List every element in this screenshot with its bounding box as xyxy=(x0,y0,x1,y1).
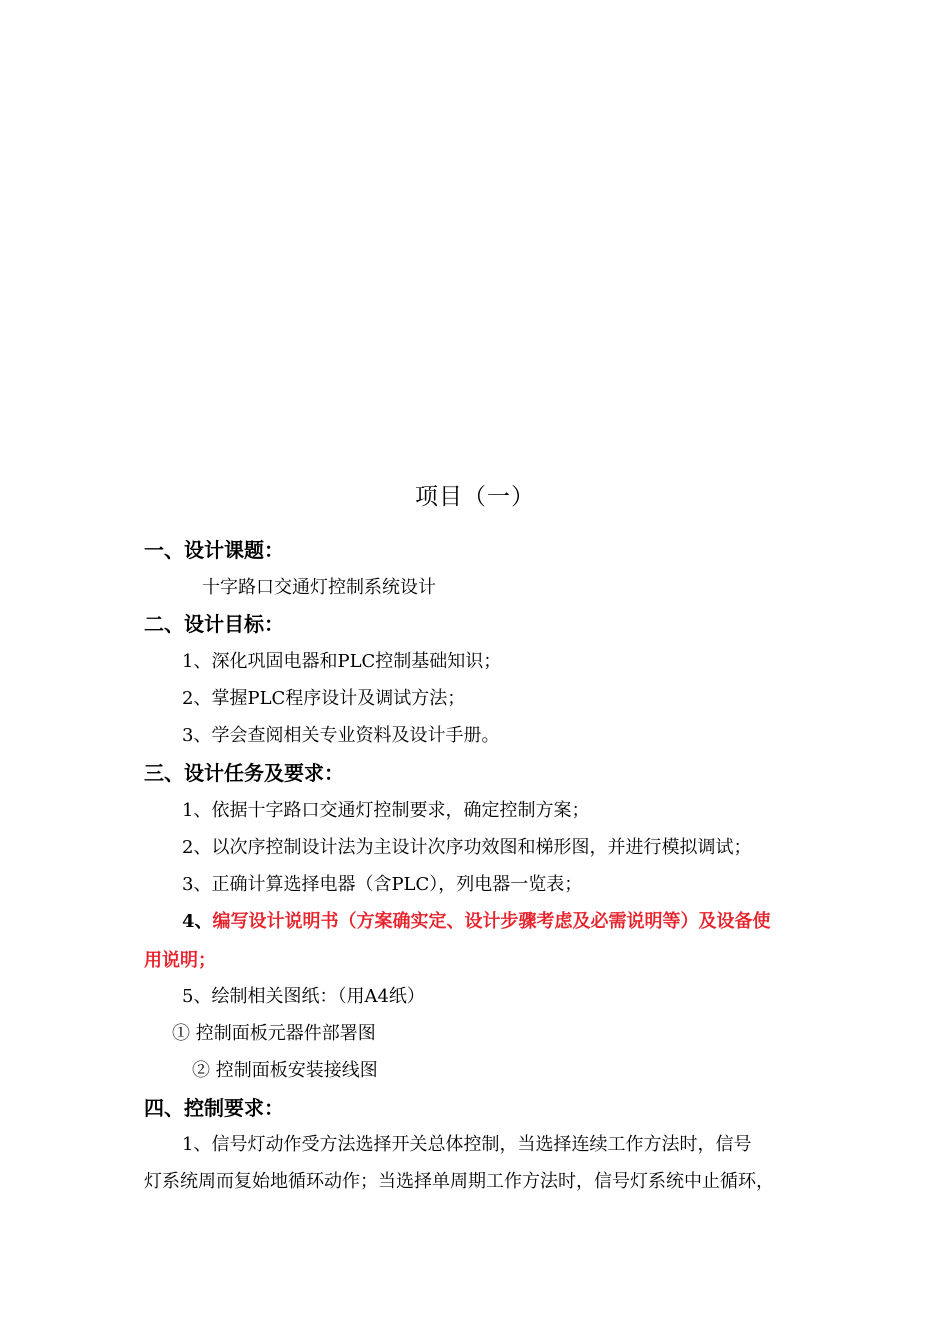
section-4-line-1: 1、信号灯动作受方法选择开关总体控制，当选择连续工作方法时，信号 xyxy=(182,1134,752,1155)
section-1-heading: 一、设计课题： xyxy=(144,538,284,562)
section-2-item-3: 3、学会查阅相关专业资料及设计手册。 xyxy=(182,725,500,746)
section-3-heading: 三、设计任务及要求： xyxy=(144,761,344,785)
section-4-line-2: 灯系统周而复始地循环动作；当选择单周期工作方法时，信号灯系统中止循环， xyxy=(144,1171,774,1192)
section-1-body: 十字路口交通灯控制系统设计 xyxy=(202,577,436,598)
section-3-item-2: 2、以次序控制设计法为主设计次序功效图和梯形图，并进行模拟调试； xyxy=(182,837,752,858)
section-2-item-1: 1、深化巩固电器和PLC控制基础知识； xyxy=(182,651,502,672)
section-2-heading: 二、设计目标： xyxy=(144,612,284,636)
section-3-item-4-number: 4、 xyxy=(182,911,213,932)
section-3-sub-item-1: ① 控制面板元器件部署图 xyxy=(172,1023,376,1044)
section-3-item-4-continued: 用说明； xyxy=(144,950,216,971)
section-3-item-4-text: 编写设计说明书（方案确实定、设计步骤考虑及必需说明等）及设备使 xyxy=(212,911,771,932)
section-3-item-5: 5、绘制相关图纸：（用A4纸） xyxy=(182,986,425,1007)
section-4-heading: 四、控制要求： xyxy=(144,1096,284,1120)
page-title: 项目（一） xyxy=(415,484,535,510)
section-3-item-3: 3、正确计算选择电器（含PLC），列电器一览表； xyxy=(182,874,583,895)
section-2-item-2: 2、掌握PLC程序设计及调试方法； xyxy=(182,688,466,709)
section-3-sub-item-2: ② 控制面板安装接线图 xyxy=(192,1060,378,1081)
section-3-item-4 xyxy=(182,910,771,934)
section-3-item-1: 1、依据十字路口交通灯控制要求，确定控制方案； xyxy=(182,800,590,821)
